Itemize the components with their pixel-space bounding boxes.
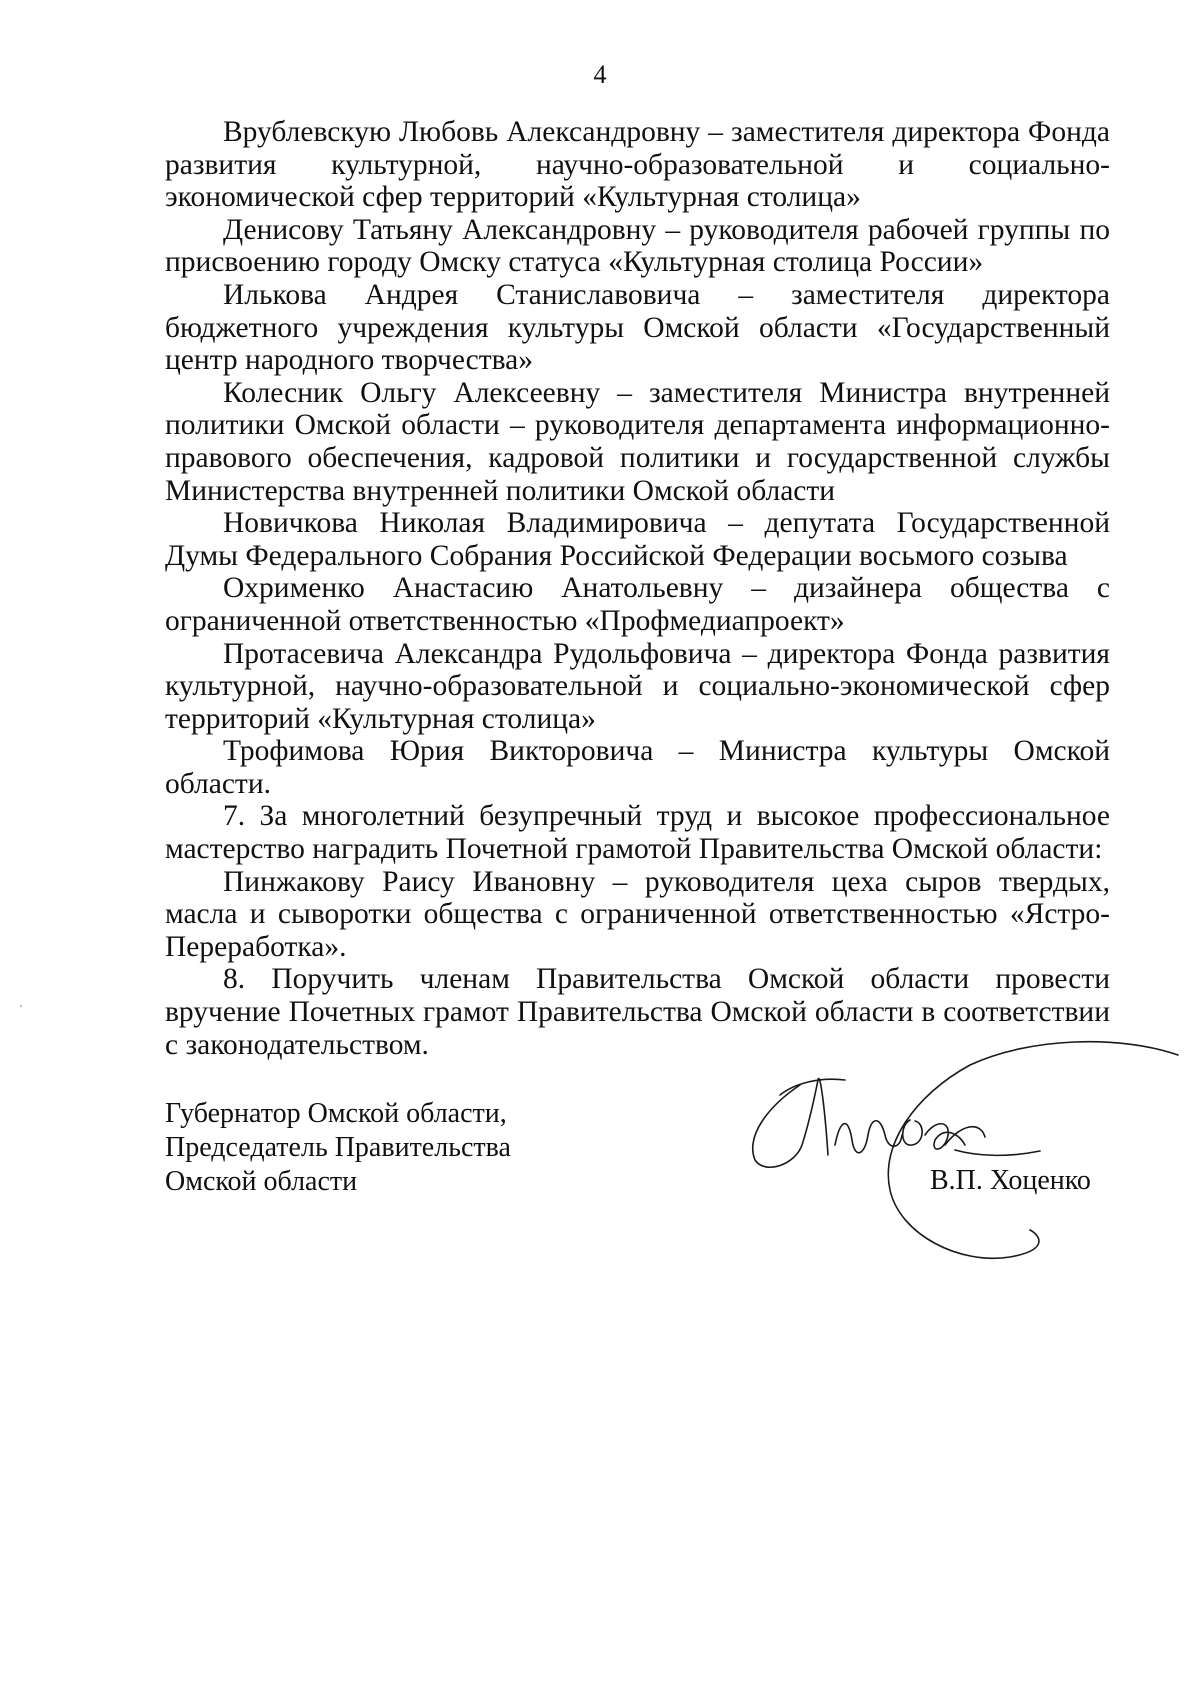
paragraph-okhrimenko: Охрименко Анастасию Анатольевну – дизайнера общества с ограниченной ответственностью «Профмедиапроект» (165, 572, 1110, 637)
paragraph-denisova: Денисову Татьяну Александровну – руководителя рабочей группы по присвоению городу Омску статуса «Культурная столица России» (165, 213, 1110, 279)
paragraph-vrublevskaya: Врублевскую Любовь Александровну – заместителя директора Фонда развития культурной, научно-образовательной и социально-экономической сфер территорий «Культурная столица» (165, 116, 1110, 214)
signatory-title-line: Председатель Правительства (165, 1132, 511, 1163)
paragraph-protasevich: Протасевича Александра Рудольфовича – директора Фонда развития культурной, научно-образовательной и социально-экономической сфер территорий «Культурная столица» (165, 637, 1110, 735)
document-body (165, 116, 1110, 1061)
paragraph-ilkov: Илькова Андрея Станиславовича – заместителя директора бюджетного учреждения культуры Омской области «Государственный центр народного творчества» (165, 278, 1110, 377)
handwritten-signature (740, 1025, 1180, 1265)
signer-name: В.П. Хоценко (930, 1165, 1091, 1196)
paragraph-item-7: 7. За многолетний безупречный труд и высокое профессиональное мастерство наградить Почетной грамотой Правительства Омской области: (165, 800, 1110, 866)
scan-artifact (20, 1005, 22, 1007)
signatory-title-line: Омской области (165, 1166, 358, 1197)
page-number: 4 (593, 60, 607, 89)
paragraph-item-8: 8. Поручить членам Правительства Омской области провести вручение Почетных грамот Правительства Омской области в соответствии с законодательством. (165, 963, 1110, 1061)
paragraph-novichkov: Новичкова Николая Владимировича – депутата Государственной Думы Федерального Собрания Российской Федерации восьмого созыва (165, 507, 1110, 572)
signatory-title-line: Губернатор Омской области, (165, 1098, 507, 1129)
signatory-title (165, 1097, 511, 1199)
paragraph-pinzhakova: Пинжакову Раису Ивановну – руководителя цеха сыров твердых, масла и сыворотки общества с ограниченной ответственностью «Ястро-Переработка». (165, 865, 1110, 963)
paragraph-kolesnik: Колесник Ольгу Алексеевну – заместителя Министра внутренней политики Омской области – руководителя департамента информационно-правового обеспечения, кадровой политики и государственной службы Министерства внутренней политики Омской области (165, 376, 1110, 507)
paragraph-trofimov: Трофимова Юрия Викторовича – Министра культуры Омской области. (165, 735, 1110, 800)
